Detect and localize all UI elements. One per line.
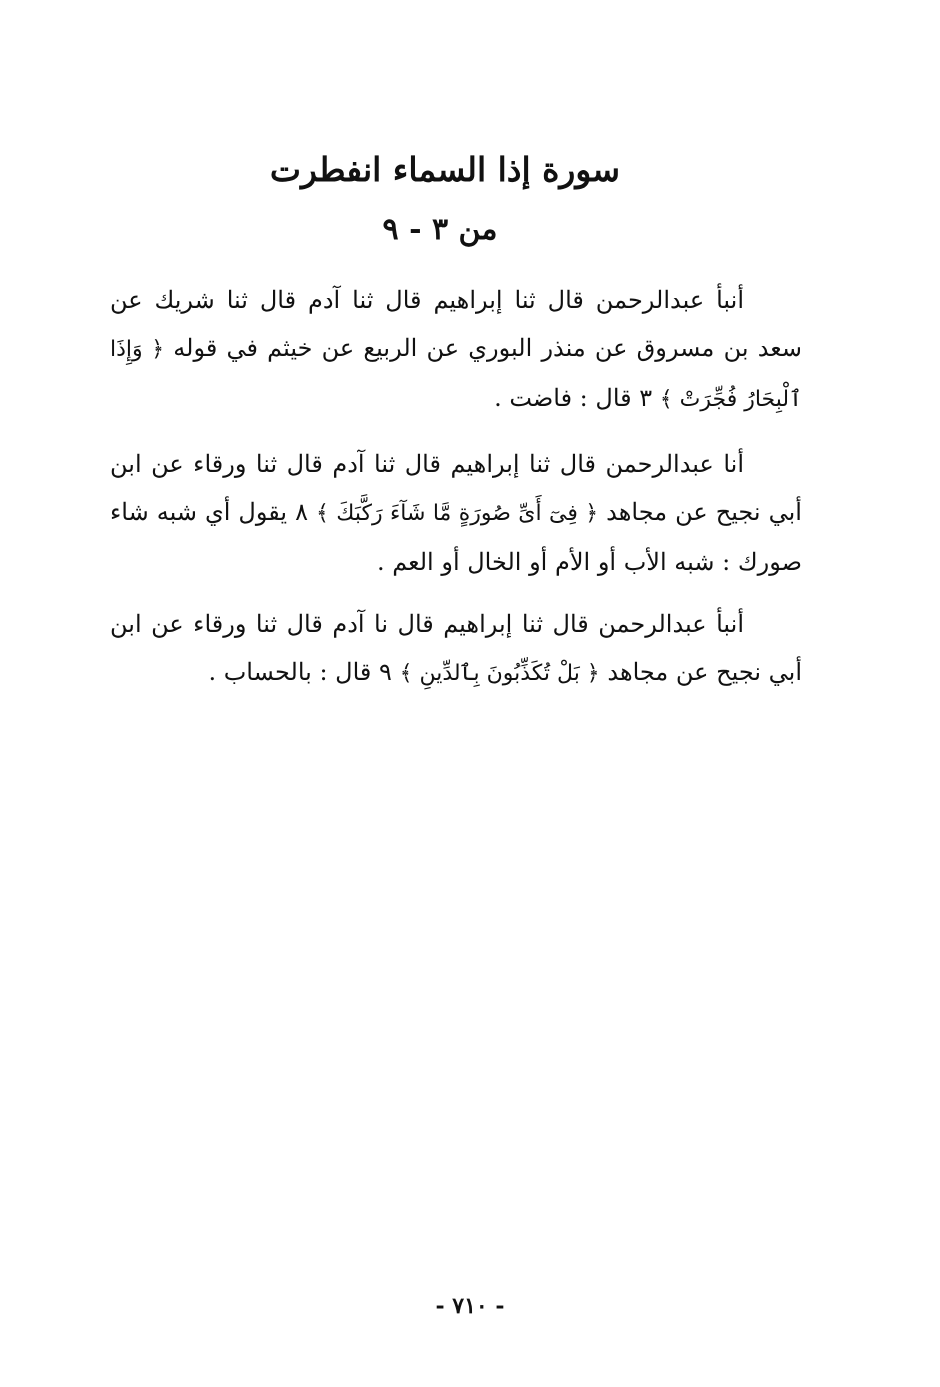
narration-comment: ٨ يقول أي شبه شاء صورك : شبه الأب أو الأم أو الخال أو العم .	[110, 498, 802, 576]
narration-text: أنبأ عبدالرحمن قال ثنا إبراهيم قال ثنا آدم قال ثنا شريك عن سعد بن مسروق عن منذر البوري عن الربيع عن خيثم في قوله	[110, 286, 802, 362]
surah-title: سورة إذا السماء انفطرت	[269, 150, 621, 189]
narration-comment: ٣ قال : فاضت .	[494, 384, 653, 412]
quran-verse: ﴿ وَإِذَا ٱلْبِحَارُ فُجِّرَتْ ﴾	[110, 337, 802, 412]
page-number: - ٧١٠ -	[435, 1293, 505, 1319]
narration-paragraph-1	[110, 276, 802, 424]
narration-paragraph-2	[110, 440, 802, 586]
verse-range: من ٣ - ٩	[382, 212, 498, 247]
quran-verse: ﴿ فِىٓ أَىِّ صُورَةٍ مَّا شَآءَ رَكَّبَكَ ﴾	[316, 501, 599, 526]
narration-paragraph-3	[110, 600, 802, 698]
narration-comment: ٩ قال : بالحساب .	[208, 658, 392, 686]
narration-text: أنا عبدالرحمن قال ثنا إبراهيم قال ثنا آدم قال ثنا ورقاء عن ابن أبي نجيح عن مجاهد	[110, 450, 802, 526]
narration-text: أنبأ عبدالرحمن قال ثنا إبراهيم قال نا آدم قال ثنا ورقاء عن ابن أبي نجيح عن مجاهد	[110, 610, 802, 686]
quran-verse: ﴿ بَلْ تُكَذِّبُونَ بِٱلدِّينِ ﴾	[399, 661, 600, 686]
